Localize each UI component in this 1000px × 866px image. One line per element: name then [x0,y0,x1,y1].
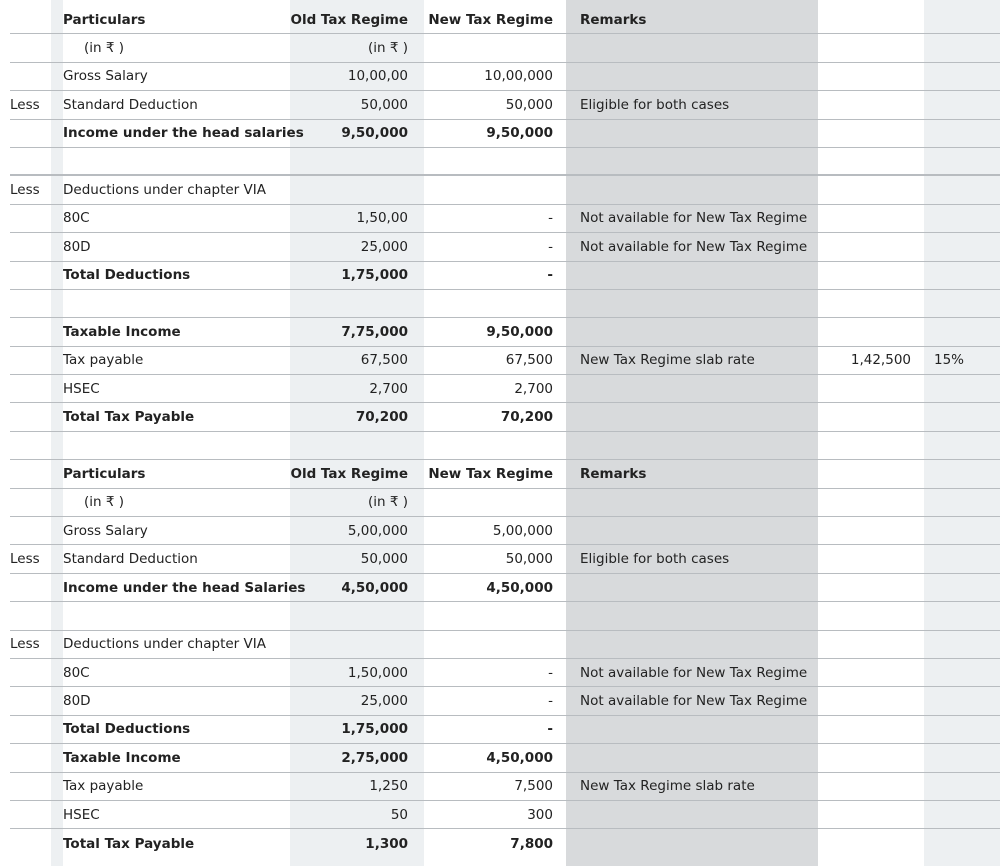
remarks-cell [580,801,816,828]
particulars-cell: Tax payable [63,778,144,795]
new-regime-cell: New Tax Regime [428,465,553,482]
table-row [0,574,1000,602]
table-row [0,375,1000,403]
table-row [0,347,1000,375]
remarks-cell: Remarks [580,465,647,482]
less-cell [10,659,50,686]
new-regime-cell: 4,50,000 [486,749,553,766]
old-regime-cell: 2,700 [369,380,408,397]
new-regime-cell: 5,00,000 [492,522,553,539]
extra-amount-cell [820,262,911,289]
particulars-cell: Particulars [63,11,146,28]
remarks-cell [580,176,816,203]
less-cell [10,460,50,487]
remarks-cell [580,716,816,743]
new-regime-cell: 4,50,000 [486,579,553,596]
old-regime-cell [290,631,408,658]
new-regime-cell [425,432,553,459]
extra-amount-cell [820,517,911,544]
extra-amount-cell [820,460,911,487]
remarks-cell [580,120,816,147]
extra-rate-cell [934,120,994,147]
less-cell [10,716,50,743]
less-cell [10,233,50,260]
extra-amount-cell [820,716,911,743]
extra-rate-cell [934,687,994,714]
table-row [0,290,1000,318]
table-row [0,120,1000,148]
particulars-cell: (in ₹ ) [84,494,125,511]
old-regime-cell: 50,000 [360,551,408,568]
new-regime-cell [425,290,553,317]
new-regime-cell: 10,00,000 [484,68,553,85]
extra-rate-cell [934,262,994,289]
table-row [0,148,1000,176]
old-regime-cell: Old Tax Regime [290,465,408,482]
particulars-cell: Total Tax Payable [63,835,195,852]
new-regime-cell: New Tax Regime [428,11,553,28]
particulars-cell: Standard Deduction [63,96,198,113]
particulars-cell: Tax payable [63,352,144,369]
new-regime-cell [425,489,553,516]
particulars-cell: HSEC [63,806,100,823]
remarks-cell [580,34,816,61]
table-row [0,318,1000,346]
old-regime-cell: (in ₹ ) [367,40,408,57]
particulars-cell: 80D [63,238,91,255]
extra-amount-cell [820,318,911,345]
extra-rate-cell [934,290,994,317]
particulars-cell [63,602,288,629]
remarks-cell: Not available for New Tax Regime [580,664,808,681]
table-row [0,460,1000,488]
extra-amount-cell [820,432,911,459]
particulars-cell: Total Tax Payable [63,409,195,426]
particulars-cell: (in ₹ ) [84,40,125,57]
old-regime-cell [290,176,408,203]
extra-amount-cell [820,6,911,33]
particulars-cell: Deductions under chapter VIA [63,636,266,653]
extra-rate-cell [934,318,994,345]
extra-rate-cell [934,517,994,544]
extra-rate-cell [934,801,994,828]
particulars-cell [63,290,288,317]
less-cell [10,744,50,771]
table-row [0,403,1000,431]
table-row [0,63,1000,91]
less-cell [10,602,50,629]
particulars-cell: Standard Deduction [63,551,198,568]
extra-rate-cell [934,233,994,260]
table-row [0,489,1000,517]
extra-rate-cell [934,545,994,572]
remarks-cell [580,403,816,430]
old-regime-cell: Old Tax Regime [290,11,408,28]
less-cell [10,773,50,800]
old-regime-cell: 10,00,00 [347,68,408,85]
new-regime-cell: 50,000 [505,551,553,568]
less-cell [10,375,50,402]
table-row [0,176,1000,204]
less-cell [10,687,50,714]
extra-amount-cell [820,545,911,572]
old-regime-cell: 1,75,000 [341,721,408,738]
less-cell [10,403,50,430]
extra-amount-cell [820,290,911,317]
old-regime-cell: 1,300 [365,835,408,852]
new-regime-cell: 70,200 [500,409,553,426]
extra-rate-cell [934,403,994,430]
table-row [0,545,1000,573]
extra-amount-cell [820,176,911,203]
extra-rate-cell [934,63,994,90]
new-regime-cell: - [548,664,553,681]
less-cell [10,347,50,374]
new-regime-cell: - [548,238,553,255]
extra-amount-cell [820,403,911,430]
remarks-cell [580,375,816,402]
remarks-cell: Not available for New Tax Regime [580,238,808,255]
extra-amount-cell [820,34,911,61]
extra-rate-cell [934,148,994,174]
less-cell [10,290,50,317]
remarks-cell [580,574,816,601]
remarks-cell: New Tax Regime slab rate [580,778,755,795]
old-regime-cell [290,290,408,317]
particulars-cell: Gross Salary [63,522,148,539]
less-cell [10,517,50,544]
less-cell [10,318,50,345]
extra-rate-cell [934,773,994,800]
table-row [0,233,1000,261]
table-row [0,34,1000,62]
particulars-cell: Income under the head salaries [63,125,304,142]
old-regime-cell: 1,50,00 [356,210,408,227]
particulars-cell [63,148,288,174]
new-regime-cell [425,631,553,658]
extra-rate-cell [934,716,994,743]
extra-rate-cell [934,659,994,686]
new-regime-cell: 300 [527,806,553,823]
extra-rate-cell: 15% [934,352,965,369]
less-cell [10,574,50,601]
table-row [0,659,1000,687]
new-regime-cell: - [548,693,553,710]
remarks-cell: Eligible for both cases [580,551,730,568]
remarks-cell [580,829,816,857]
particulars-cell: 80D [63,693,91,710]
less-cell: Less [10,96,40,113]
extra-amount-cell [820,602,911,629]
less-cell [10,801,50,828]
table-row [0,687,1000,715]
old-regime-cell: 25,000 [360,693,408,710]
remarks-cell [580,432,816,459]
new-regime-cell [425,34,553,61]
new-regime-cell: 2,700 [514,380,553,397]
extra-rate-cell [934,602,994,629]
particulars-cell: 80C [63,664,90,681]
new-regime-cell: - [547,721,553,738]
old-regime-cell: (in ₹ ) [367,494,408,511]
extra-rate-cell [934,6,994,33]
less-cell [10,432,50,459]
old-regime-cell: 25,000 [360,238,408,255]
old-regime-cell [290,148,408,174]
table-row [0,602,1000,630]
extra-amount-cell [820,687,911,714]
extra-amount-cell [820,233,911,260]
old-regime-cell: 1,250 [369,778,408,795]
less-cell [10,120,50,147]
remarks-cell: Eligible for both cases [580,96,730,113]
old-regime-cell: 70,200 [355,409,408,426]
particulars-cell: Total Deductions [63,267,191,284]
table-row [0,631,1000,659]
remarks-cell [580,517,816,544]
less-cell: Less [10,182,40,199]
new-regime-cell: - [547,267,553,284]
extra-amount-cell [820,773,911,800]
less-cell: Less [10,636,40,653]
less-cell [10,205,50,232]
extra-rate-cell [934,432,994,459]
particulars-cell: Taxable Income [63,749,181,766]
table-row [0,91,1000,119]
new-regime-cell: 7,500 [514,778,553,795]
extra-rate-cell [934,34,994,61]
new-regime-cell: 9,50,000 [486,323,553,340]
extra-rate-cell [934,574,994,601]
table-row [0,744,1000,772]
old-regime-cell: 4,50,000 [341,579,408,596]
particulars-cell: Deductions under chapter VIA [63,182,266,199]
less-cell [10,148,50,174]
new-regime-cell [425,148,553,174]
extra-rate-cell [934,489,994,516]
remarks-cell [580,318,816,345]
extra-rate-cell [934,631,994,658]
extra-amount-cell [820,489,911,516]
less-cell [10,262,50,289]
less-cell [10,63,50,90]
extra-amount-cell [820,631,911,658]
extra-amount-cell [820,829,911,857]
extra-amount-cell [820,120,911,147]
table-row [0,801,1000,829]
less-cell [10,829,50,857]
particulars-cell: Particulars [63,465,146,482]
old-regime-cell: 5,00,000 [347,522,408,539]
less-cell [10,6,50,33]
less-cell [10,34,50,61]
less-cell: Less [10,551,40,568]
table-row [0,262,1000,290]
new-regime-cell: 50,000 [505,96,553,113]
remarks-cell [580,744,816,771]
table-row [0,716,1000,744]
extra-amount-cell [820,148,911,174]
remarks-cell: Not available for New Tax Regime [580,693,808,710]
particulars-cell: Taxable Income [63,323,181,340]
table-row [0,773,1000,801]
particulars-cell: Total Deductions [63,721,191,738]
table-rows [0,6,1000,858]
extra-rate-cell [934,205,994,232]
old-regime-cell [290,602,408,629]
new-regime-cell: - [548,210,553,227]
old-regime-cell [290,432,408,459]
extra-rate-cell [934,829,994,857]
table-row [0,829,1000,857]
new-regime-cell: 67,500 [505,352,553,369]
extra-amount-cell: 1,42,500 [850,352,911,369]
new-regime-cell [425,176,553,203]
remarks-cell [580,148,816,174]
particulars-cell: HSEC [63,380,100,397]
remarks-cell [580,290,816,317]
particulars-cell: 80C [63,210,90,227]
extra-amount-cell [820,63,911,90]
extra-amount-cell [820,659,911,686]
old-regime-cell: 7,75,000 [341,323,408,340]
less-cell [10,489,50,516]
extra-amount-cell [820,375,911,402]
old-regime-cell: 2,75,000 [341,749,408,766]
extra-amount-cell [820,205,911,232]
old-regime-cell: 50 [390,806,408,823]
extra-amount-cell [820,91,911,118]
new-regime-cell: 9,50,000 [486,125,553,142]
new-regime-cell [425,602,553,629]
old-regime-cell: 1,50,000 [347,664,408,681]
old-regime-cell: 67,500 [360,352,408,369]
new-regime-cell: 7,800 [510,835,553,852]
table-row [0,6,1000,34]
extra-amount-cell [820,574,911,601]
remarks-cell: Remarks [580,11,647,28]
remarks-cell: New Tax Regime slab rate [580,352,755,369]
remarks-cell [580,63,816,90]
old-regime-cell: 9,50,000 [341,125,408,142]
particulars-cell: Income under the head Salaries [63,579,306,596]
particulars-cell: Gross Salary [63,68,148,85]
table-row [0,517,1000,545]
extra-rate-cell [934,375,994,402]
old-regime-cell: 50,000 [360,96,408,113]
extra-rate-cell [934,460,994,487]
remarks-cell [580,489,816,516]
table-row [0,205,1000,233]
remarks-cell [580,602,816,629]
extra-amount-cell [820,744,911,771]
extra-rate-cell [934,91,994,118]
particulars-cell [63,432,288,459]
old-regime-cell: 1,75,000 [341,267,408,284]
extra-rate-cell [934,176,994,203]
extra-rate-cell [934,744,994,771]
remarks-cell [580,262,816,289]
table-row [0,432,1000,460]
remarks-cell [580,631,816,658]
extra-amount-cell [820,801,911,828]
remarks-cell: Not available for New Tax Regime [580,210,808,227]
